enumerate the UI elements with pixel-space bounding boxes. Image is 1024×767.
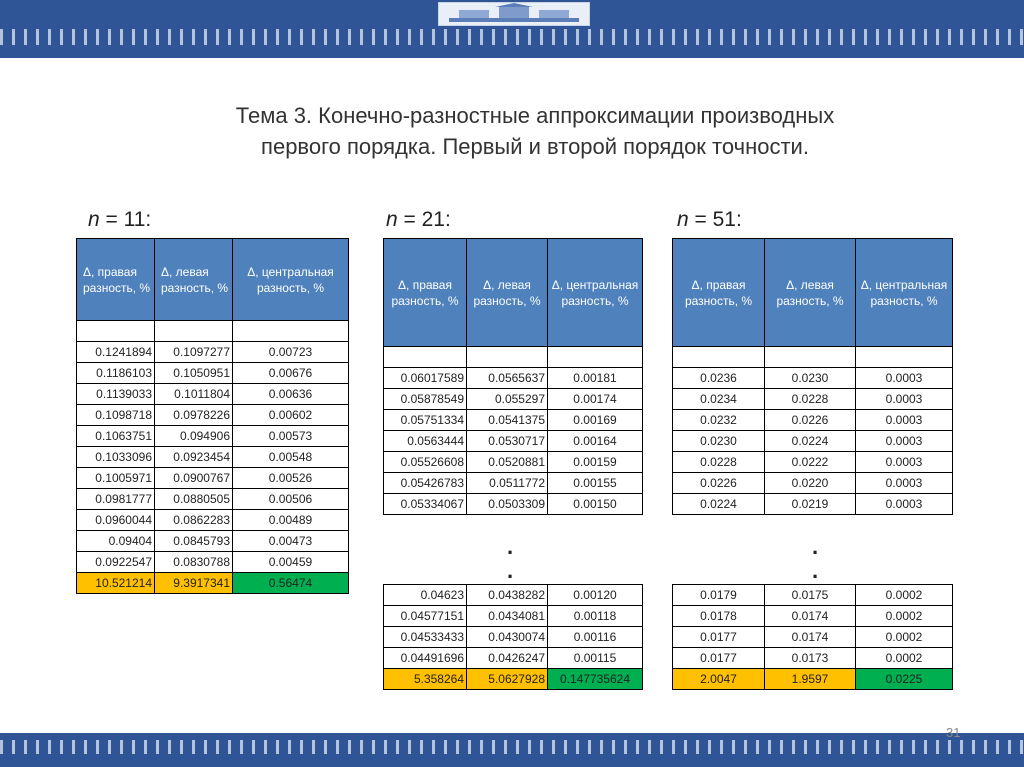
table-row: [673, 368, 953, 389]
cell-central-diff: 0.00164: [548, 431, 643, 452]
cell-right-diff: 0.1139033: [77, 384, 155, 405]
total-central: 0.56474: [233, 573, 349, 594]
cell-central-diff: 0.00548: [233, 447, 349, 468]
total-central: 0.147735624: [548, 669, 643, 690]
table-row: [77, 552, 349, 573]
table-row: [673, 606, 953, 627]
total-right: 5.358264: [384, 669, 467, 690]
cell-right-diff: 0.05878549: [384, 389, 467, 410]
top-ornament: [0, 29, 1024, 45]
table-row: [673, 648, 953, 669]
cell-central-diff: 0.00459: [233, 552, 349, 573]
cell-right-diff: 0.1033096: [77, 447, 155, 468]
cell-left-diff: 0.0224: [765, 431, 856, 452]
cell-central-diff: 0.00506: [233, 489, 349, 510]
cell-central-diff: 0.0003: [856, 473, 953, 494]
header-central-diff: Δ, центральная разность, %: [548, 239, 643, 347]
cell-central-diff: 0.0003: [856, 494, 953, 515]
cell-right-diff: 0.05426783: [384, 473, 467, 494]
header-central-diff: Δ, центральная разность, %: [233, 239, 349, 321]
cell-central-diff: 0.0003: [856, 431, 953, 452]
ellipsis-dot: .: [507, 534, 514, 559]
empty-row: [673, 347, 953, 368]
table-n11: [76, 238, 349, 594]
cell-right-diff: 0.0981777: [77, 489, 155, 510]
cell-central-diff: 0.0002: [856, 585, 953, 606]
header-right-diff: Δ, правая разность, %: [77, 239, 155, 321]
totals-row: [77, 573, 349, 594]
cell-right-diff: 0.04491696: [384, 648, 467, 669]
cell-right-diff: 0.0177: [673, 648, 765, 669]
table-row: [77, 363, 349, 384]
cell-left-diff: 0.0228: [765, 389, 856, 410]
table-row: [77, 489, 349, 510]
table-row: [673, 431, 953, 452]
cell-left-diff: 0.0923454: [155, 447, 233, 468]
cell-right-diff: 0.0228: [673, 452, 765, 473]
cell-right-diff: 0.0179: [673, 585, 765, 606]
table-row: [673, 585, 953, 606]
cell-right-diff: 0.0224: [673, 494, 765, 515]
header-right-diff: Δ, правая разность, %: [384, 239, 467, 347]
cell-left-diff: 0.0226: [765, 410, 856, 431]
header-left-diff: Δ, левая разность, %: [765, 239, 856, 347]
cell-right-diff: 0.0177: [673, 627, 765, 648]
cell-central-diff: 0.00473: [233, 531, 349, 552]
table-n51: [672, 238, 953, 515]
cell-central-diff: 0.0003: [856, 410, 953, 431]
table-row: [384, 494, 643, 515]
cell-central-diff: 0.00155: [548, 473, 643, 494]
cell-left-diff: 0.0900767: [155, 468, 233, 489]
cell-left-diff: 0.0503309: [467, 494, 548, 515]
header-left-diff: Δ, левая разность, %: [155, 239, 233, 321]
cell-left-diff: 0.0845793: [155, 531, 233, 552]
cell-left-diff: 0.055297: [467, 389, 548, 410]
header-right-diff: Δ, правая разность, %: [673, 239, 765, 347]
cell-left-diff: 0.0174: [765, 627, 856, 648]
cell-right-diff: 0.04533433: [384, 627, 467, 648]
cell-left-diff: 0.0173: [765, 648, 856, 669]
table-row: [384, 627, 643, 648]
cell-right-diff: 0.05751334: [384, 410, 467, 431]
table-row: [77, 510, 349, 531]
totals-row: [673, 669, 953, 690]
table-row: [77, 384, 349, 405]
cell-left-diff: 0.0530717: [467, 431, 548, 452]
table-header: [77, 239, 349, 321]
cell-right-diff: 0.1241894: [77, 342, 155, 363]
table-row: [673, 627, 953, 648]
cell-left-diff: 0.0434081: [467, 606, 548, 627]
university-logo: [438, 2, 590, 26]
cell-central-diff: 0.00636: [233, 384, 349, 405]
cell-right-diff: 0.0960044: [77, 510, 155, 531]
slide-title: [150, 100, 920, 162]
label-n51: [677, 208, 742, 232]
cell-central-diff: 0.00181: [548, 368, 643, 389]
cell-right-diff: 0.1005971: [77, 468, 155, 489]
cell-central-diff: 0.00489: [233, 510, 349, 531]
cell-right-diff: 0.04577151: [384, 606, 467, 627]
cell-left-diff: 0.0880505: [155, 489, 233, 510]
cell-left-diff: 0.0862283: [155, 510, 233, 531]
table-row: [384, 389, 643, 410]
table-row: [77, 447, 349, 468]
cell-left-diff: 0.1011804: [155, 384, 233, 405]
cell-left-diff: 0.0220: [765, 473, 856, 494]
n-value: = 51:: [688, 208, 742, 231]
total-right: 10.521214: [77, 573, 155, 594]
cell-left-diff: 0.0438282: [467, 585, 548, 606]
total-central: 0.0225: [856, 669, 953, 690]
empty-row: [77, 321, 349, 342]
cell-central-diff: 0.0002: [856, 627, 953, 648]
n-variable: n: [88, 208, 100, 231]
table-row: [384, 648, 643, 669]
total-left: 5.0627928: [467, 669, 548, 690]
cell-central-diff: 0.00526: [233, 468, 349, 489]
table-body-bottom: [384, 585, 643, 669]
cell-right-diff: 0.05334067: [384, 494, 467, 515]
page-number: 31: [946, 725, 961, 740]
label-n21: [386, 208, 451, 232]
n-variable: n: [386, 208, 398, 231]
table-row: [673, 494, 953, 515]
table-n21-continued: [383, 584, 643, 690]
cell-central-diff: 0.00115: [548, 648, 643, 669]
cell-central-diff: 0.00150: [548, 494, 643, 515]
cell-central-diff: 0.00118: [548, 606, 643, 627]
table-body: [77, 342, 349, 573]
cell-right-diff: 0.1098718: [77, 405, 155, 426]
table-header: [673, 239, 953, 347]
bottom-ornament: [0, 740, 1024, 754]
total-right: 2.0047: [673, 669, 765, 690]
cell-left-diff: 0.0175: [765, 585, 856, 606]
cell-central-diff: 0.00723: [233, 342, 349, 363]
table-row: [673, 473, 953, 494]
table-n21: [383, 238, 643, 515]
table-row: [77, 342, 349, 363]
n-variable: n: [677, 208, 689, 231]
total-left: 9.3917341: [155, 573, 233, 594]
cell-central-diff: 0.00573: [233, 426, 349, 447]
cell-right-diff: 0.04623: [384, 585, 467, 606]
cell-left-diff: 0.094906: [155, 426, 233, 447]
empty-row: [384, 347, 643, 368]
header-central-diff: Δ, центральная разность, %: [856, 239, 953, 347]
table-row: [77, 468, 349, 489]
header-left-diff: Δ, левая разность, %: [467, 239, 548, 347]
cell-central-diff: 0.0002: [856, 648, 953, 669]
table-row: [673, 389, 953, 410]
cell-central-diff: 0.00676: [233, 363, 349, 384]
label-n11: [88, 208, 151, 232]
table-row: [384, 410, 643, 431]
cell-right-diff: 0.06017589: [384, 368, 467, 389]
table-header: [384, 239, 643, 347]
cell-central-diff: 0.0002: [856, 606, 953, 627]
ellipsis-dot: .: [812, 558, 819, 583]
cell-right-diff: 0.0236: [673, 368, 765, 389]
cell-left-diff: 0.0978226: [155, 405, 233, 426]
table-body-top: [673, 368, 953, 515]
cell-left-diff: 0.0426247: [467, 648, 548, 669]
cell-central-diff: 0.00159: [548, 452, 643, 473]
table-row: [384, 431, 643, 452]
cell-left-diff: 0.0174: [765, 606, 856, 627]
cell-central-diff: 0.00602: [233, 405, 349, 426]
cell-right-diff: 0.09404: [77, 531, 155, 552]
cell-right-diff: 0.05526608: [384, 452, 467, 473]
cell-central-diff: 0.0003: [856, 452, 953, 473]
cell-central-diff: 0.00116: [548, 627, 643, 648]
cell-central-diff: 0.00169: [548, 410, 643, 431]
title-line-1: Тема 3. Конечно-разностные аппроксимации производных: [235, 103, 835, 128]
cell-left-diff: 0.0541375: [467, 410, 548, 431]
n-value: = 21:: [397, 208, 451, 231]
table-row: [384, 368, 643, 389]
cell-right-diff: 0.1186103: [77, 363, 155, 384]
table-row: [384, 452, 643, 473]
cell-left-diff: 0.1050951: [155, 363, 233, 384]
table-n51-continued: [672, 584, 953, 690]
cell-central-diff: 0.0003: [856, 368, 953, 389]
table-row: [77, 405, 349, 426]
cell-right-diff: 0.0232: [673, 410, 765, 431]
table-row: [673, 452, 953, 473]
table-row: [77, 426, 349, 447]
totals-row: [384, 669, 643, 690]
cell-left-diff: 0.0230: [765, 368, 856, 389]
table-body-top: [384, 368, 643, 515]
cell-left-diff: 0.0520881: [467, 452, 548, 473]
cell-right-diff: 0.0226: [673, 473, 765, 494]
table-row: [384, 606, 643, 627]
table-row: [384, 585, 643, 606]
total-left: 1.9597: [765, 669, 856, 690]
table-row: [77, 531, 349, 552]
ellipsis-dot: .: [507, 558, 514, 583]
cell-right-diff: 0.0230: [673, 431, 765, 452]
cell-right-diff: 0.0922547: [77, 552, 155, 573]
cell-central-diff: 0.00174: [548, 389, 643, 410]
table-row: [384, 473, 643, 494]
cell-left-diff: 0.0830788: [155, 552, 233, 573]
cell-left-diff: 0.0511772: [467, 473, 548, 494]
cell-right-diff: 0.1063751: [77, 426, 155, 447]
cell-left-diff: 0.0565637: [467, 368, 548, 389]
cell-central-diff: 0.00120: [548, 585, 643, 606]
cell-left-diff: 0.0430074: [467, 627, 548, 648]
cell-right-diff: 0.0178: [673, 606, 765, 627]
table-row: [673, 410, 953, 431]
cell-left-diff: 0.0222: [765, 452, 856, 473]
title-line-2: первого порядка. Первый и второй порядок точности.: [261, 134, 809, 159]
cell-central-diff: 0.0003: [856, 389, 953, 410]
cell-left-diff: 0.0219: [765, 494, 856, 515]
cell-left-diff: 0.1097277: [155, 342, 233, 363]
cell-right-diff: 0.0563444: [384, 431, 467, 452]
cell-right-diff: 0.0234: [673, 389, 765, 410]
ellipsis-dot: .: [812, 534, 819, 559]
n-value: = 11:: [99, 208, 152, 231]
table-body-bottom: [673, 585, 953, 669]
